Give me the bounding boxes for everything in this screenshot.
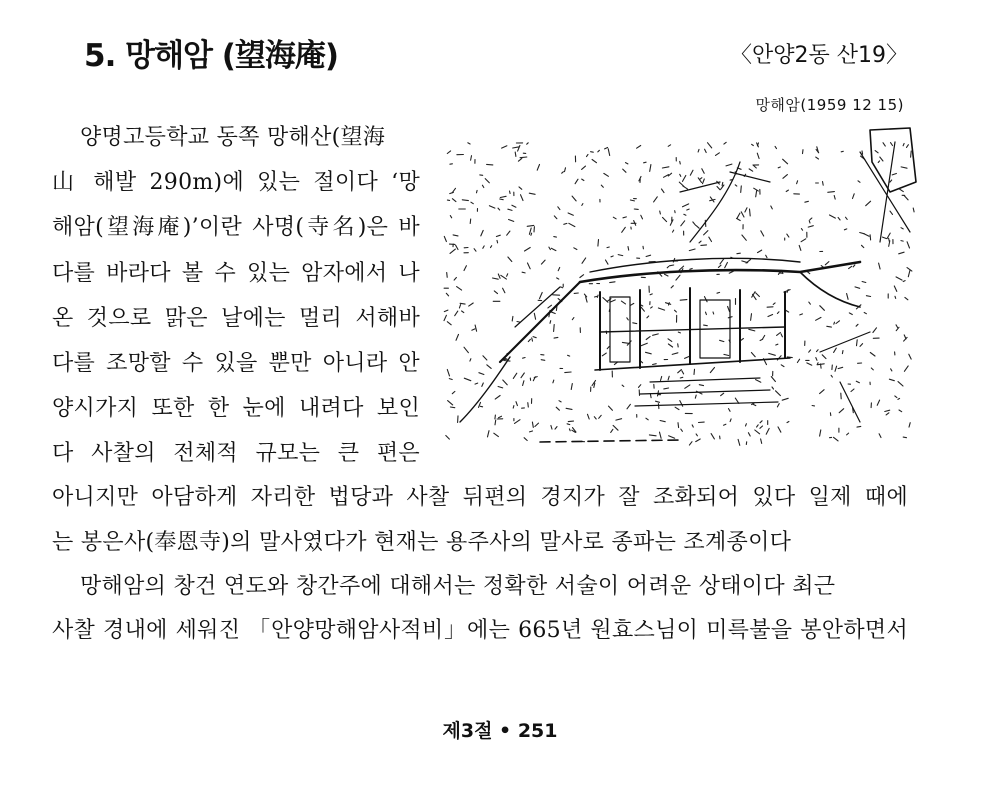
body-line: 사찰 경내에 세워진 「안양망해암사적비」에는 665년 원효스님이 미륵불을 봉안하면서 xyxy=(52,618,908,643)
body-line: 다 사찰의 전체적 규모는 큰 편은 xyxy=(52,441,420,466)
body-line: 해암(望海庵)’이란 사명(寺名)은 바 xyxy=(52,215,420,240)
body-line: 다를 조망할 수 있을 뿐만 아니라 안 xyxy=(52,351,420,376)
body-line: 양시가지 또한 한 눈에 내려다 보인 xyxy=(52,396,420,421)
location-label: 〈안양2동 산19〉 xyxy=(730,43,908,68)
section-heading: 5. 망해암 (望海庵) xyxy=(84,38,339,74)
body-line: 다를 바라다 볼 수 있는 암자에서 나 xyxy=(52,261,420,286)
body-line: 망해암의 창건 연도와 창간주에 대해서는 정확한 서술이 어려운 상태이다 최근 xyxy=(80,574,836,599)
figure-caption: 망해암(1959 12 15) xyxy=(755,96,904,114)
body-line: 양명고등학교 동쪽 망해산(望海 xyxy=(80,125,386,150)
temple-sketch-illustration xyxy=(440,122,918,452)
body-line: 山 해발 290m)에 있는 절이다 ‘망 xyxy=(52,170,420,195)
body-line: 는 봉은사(奉恩寺)의 말사였다가 현재는 용주사의 말사로 종파는 조계종이다 xyxy=(52,530,792,555)
body-line: 아니지만 아담하게 자리한 법당과 사찰 뒤편의 경지가 잘 조화되어 있다 일제 때에 xyxy=(52,485,908,510)
body-line: 온 것으로 맑은 날에는 멀리 서해바 xyxy=(52,306,420,331)
page-footer: 제3절 • 251 xyxy=(442,720,558,742)
